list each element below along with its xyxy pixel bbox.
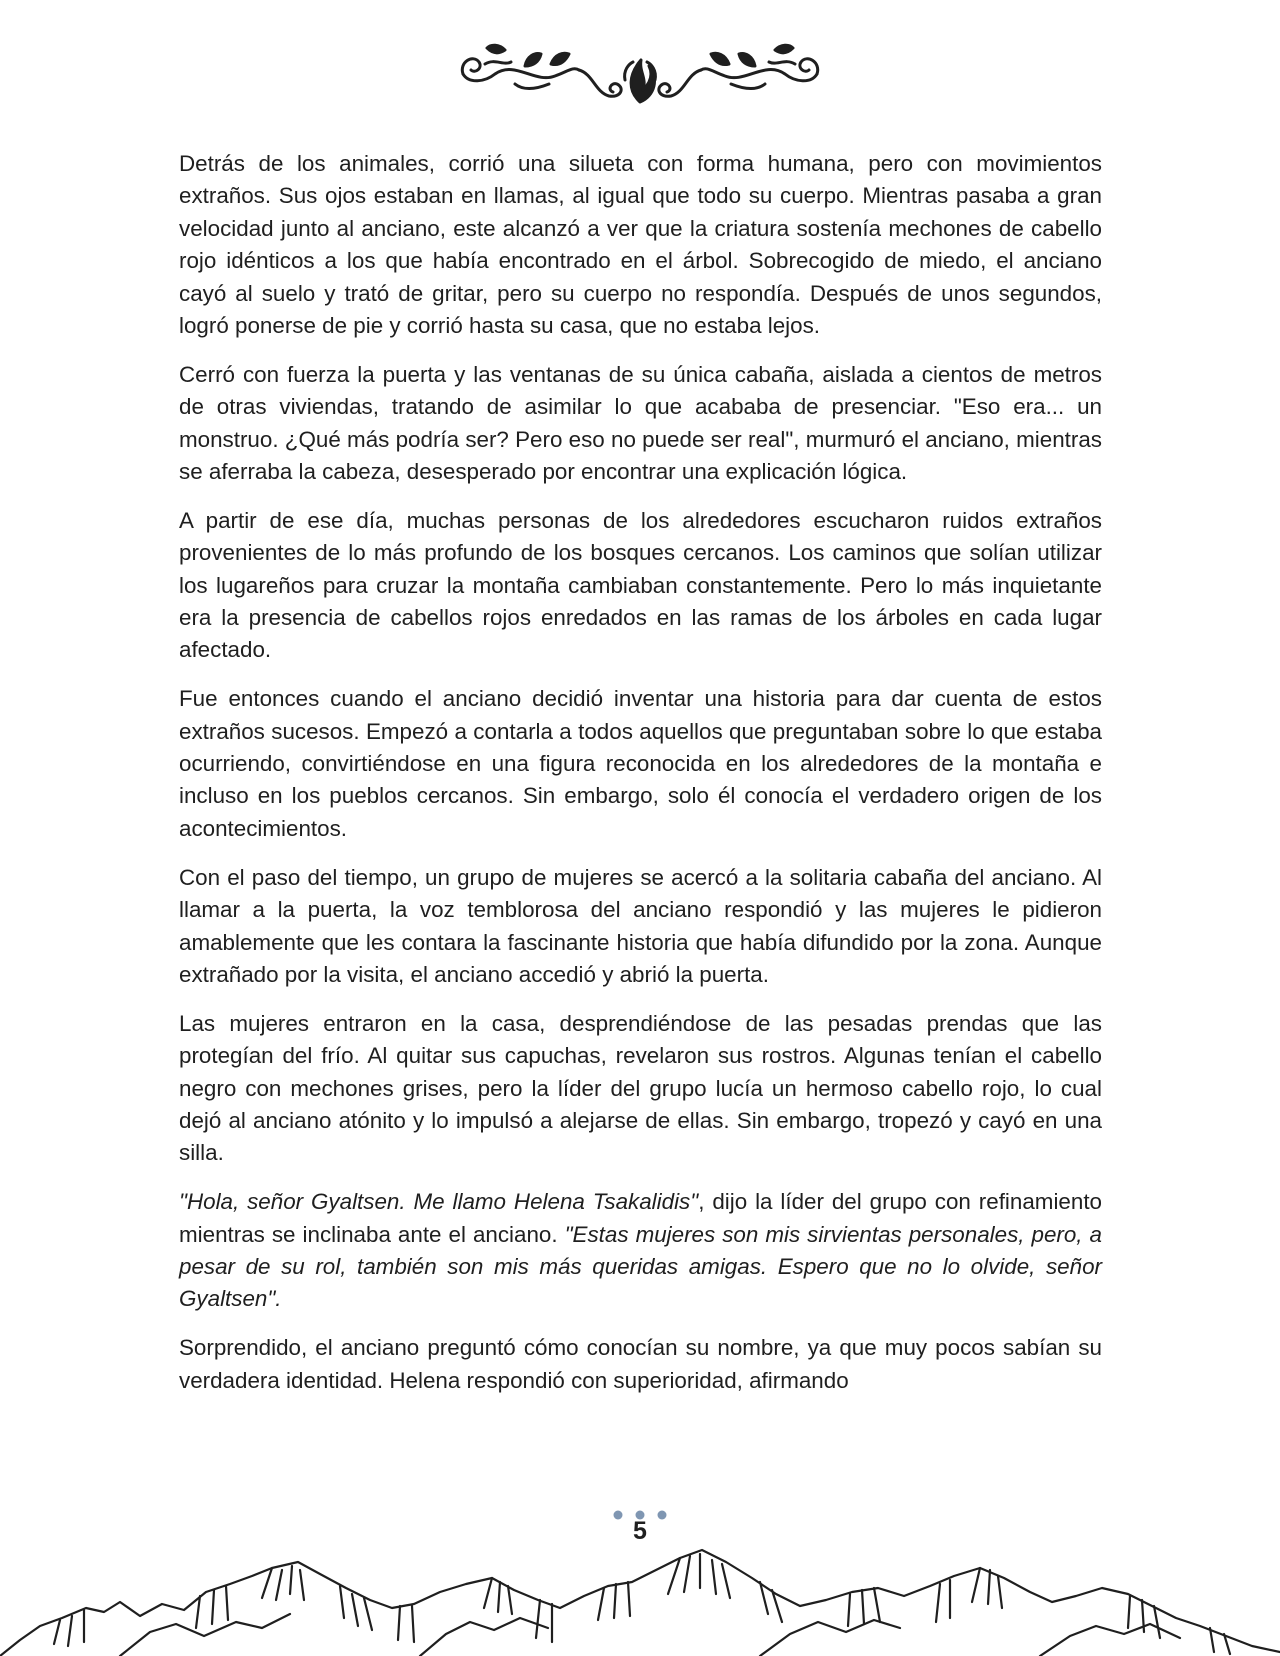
italic-text-segment: "Estas mujeres son mis sirvientas personales, pero, a pesar de su rol, también son mis más queridas amigas. Espero que no lo olvide, señor Gyaltsen".: [179, 1221, 1102, 1312]
text-segment: Las mujeres entraron en la casa, desprendiéndose de las pesadas prendas que las protegían del frío. Al quitar sus capuchas, revelaron sus rostros. Algunas tenían el cabello negro con mechones grises, pero la líder del grupo lucía un hermoso cabello rojo, lo cual dejó al anciano atónito y lo impulsó a alejarse de ellas. Sin embargo, tropezó y cayó en una silla.: [179, 1010, 1102, 1166]
body-text: [179, 148, 1102, 1397]
italic-text-segment: "Hola, señor Gyaltsen. Me llamo Helena Tsakalidis": [179, 1189, 699, 1215]
mountain-range-sketch-icon: [0, 1548, 1280, 1656]
paragraph: [179, 1332, 1102, 1397]
paragraph: [179, 148, 1102, 342]
text-segment: Con el paso del tiempo, un grupo de mujeres se acercó a la solitaria cabaña del anciano. Al llamar a la puerta, la voz temblorosa del anciano respondió y las mujeres le pidieron amablemente que les contara la fascinante historia que había difundido por la zona. Aunque extrañado por la visita, el anciano accedió y abrió la puerta.: [179, 864, 1102, 987]
text-segment: Sorprendido, el anciano preguntó cómo conocían su nombre, ya que muy pocos sabían su verdadera identidad. Helena respondió con superioridad, afirmando: [179, 1335, 1102, 1393]
paragraph: [179, 359, 1102, 489]
paragraph: [179, 1186, 1102, 1316]
floral-flourish-ornament-icon: [455, 40, 825, 112]
page-number: 5: [633, 1517, 647, 1545]
paragraph: [179, 1008, 1102, 1170]
text-segment: Fue entonces cuando el anciano decidió inventar una historia para dar cuenta de estos extraños sucesos. Empezó a contarla a todos aquellos que preguntaban sobre lo que estaba ocurriendo, convirtiéndose en una figura reconocida en los alrededores de la montaña e incluso en los pueblos cercanos. Sin embargo, solo él conocía el verdadero origen de los acontecimientos.: [179, 686, 1102, 841]
paragraph: [179, 505, 1102, 667]
text-segment: A partir de ese día, muchas personas de los alrededores escucharon ruidos extraños provenientes de lo más profundo de los bosques cercanos. Los caminos que solían utilizar los lugareños para cruzar la montaña cambiaban constantemente. Pero lo más inquietante era la presencia de cabellos rojos enredados en las ramas de los árboles en cada lugar afectado.: [179, 507, 1102, 663]
paragraph: [179, 683, 1102, 845]
text-segment: Cerró con fuerza la puerta y las ventanas de su única cabaña, aislada a cientos de metros de otras viviendas, tratando de asimilar lo que acababa de presenciar. "Eso era... un monstruo. ¿Qué más podría ser? Pero eso no puede ser real", murmuró el anciano, mientras se aferraba la cabeza, desesperado por encontrar una explicación lógica.: [179, 361, 1102, 485]
text-segment: Detrás de los animales, corrió una silueta con forma humana, pero con movimientos extraños. Sus ojos estaban en llamas, al igual que todo su cuerpo. Mientras pasaba a gran velocidad junto al anciano, este alcanzó a ver que la criatura sostenía mechones de cabello rojo idénticos a los que había encontrado en el árbol. Sobrecogido de miedo, el anciano cayó al suelo y trató de gritar, pero su cuerpo no respondía. Después de unos segundos, logró ponerse de pie y corrió hasta su casa, que no estaba lejos.: [179, 151, 1102, 339]
text-segment: , dijo la líder del grupo con refinamiento mientras se inclinaba ante el anciano.: [179, 1189, 1102, 1247]
paragraph: [179, 862, 1102, 992]
